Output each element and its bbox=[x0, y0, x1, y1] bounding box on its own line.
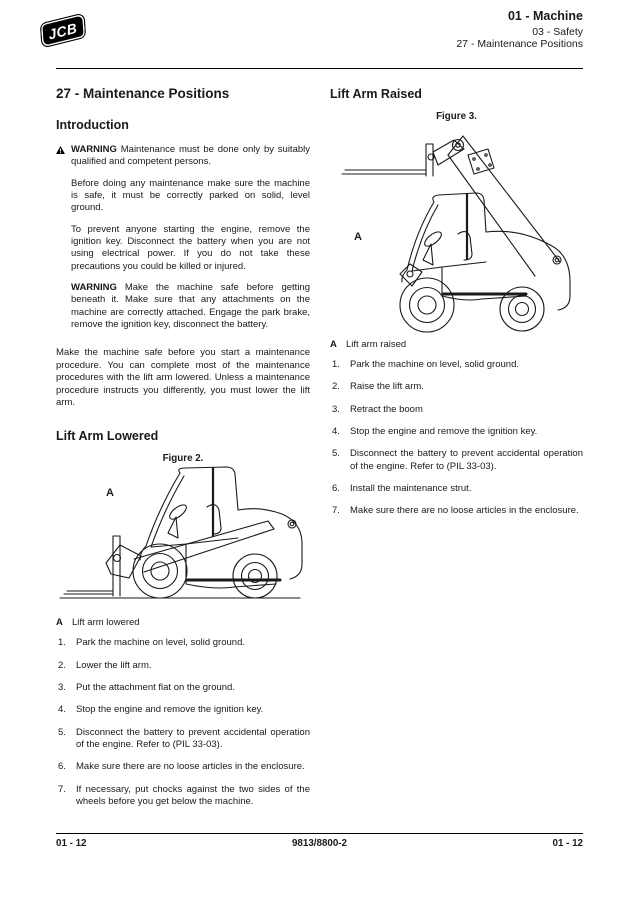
page-body bbox=[56, 86, 583, 818]
step-item bbox=[56, 682, 310, 694]
page-header bbox=[0, 0, 639, 70]
step-text: If necessary, put chocks against the two sides of the wheels before you get below the machine. bbox=[76, 783, 310, 807]
breadcrumb-section: 03 - Safety bbox=[532, 25, 583, 38]
figure3-label-a: A bbox=[354, 231, 362, 243]
figure2-key-text: Lift arm lowered bbox=[72, 617, 140, 629]
figure2-key-letter: A bbox=[56, 617, 63, 629]
step-item bbox=[330, 359, 583, 371]
figure2-label-a: A bbox=[106, 487, 114, 500]
step-text: Lower the lift arm. bbox=[76, 659, 152, 671]
step-number: 5. bbox=[58, 726, 66, 738]
step-item bbox=[330, 426, 583, 438]
warning-paragraph-3 bbox=[56, 224, 310, 273]
footer-divider bbox=[56, 833, 583, 834]
step-text: Disconnect the battery to prevent accidental operation of the engine. Refer to (PIL 33-03). bbox=[350, 448, 583, 472]
step-text: Retract the boom bbox=[350, 403, 423, 415]
step-number: 2. bbox=[332, 381, 340, 393]
step-number: 5. bbox=[332, 448, 340, 460]
figure3-caption: Figure 3. bbox=[436, 111, 477, 122]
page-footer bbox=[56, 838, 583, 849]
warning-paragraph-1 bbox=[56, 144, 310, 169]
breadcrumb-topic: 27 - Maintenance Positions bbox=[456, 38, 583, 51]
breadcrumb bbox=[456, 9, 583, 51]
step-number: 1. bbox=[58, 637, 66, 649]
footer-page-number-right: 01 - 12 bbox=[552, 838, 584, 849]
step-text: Raise the lift arm. bbox=[350, 381, 424, 393]
paragraph-text: To prevent anyone starting the engine, remove the ignition key. Disconnect the battery when you are not using electrical power. If you do not take these precautions you could be killed or injured. bbox=[71, 223, 310, 272]
step-item bbox=[330, 381, 583, 393]
step-item bbox=[56, 761, 310, 773]
step-text: Stop the engine and remove the ignition key. bbox=[350, 426, 538, 438]
step-item bbox=[330, 483, 583, 495]
step-item bbox=[330, 404, 583, 416]
warning-label: WARNING bbox=[71, 282, 117, 294]
step-number: 7. bbox=[332, 505, 340, 517]
warning-text: Maintenance must be done only by suitably qualified and competent persons. bbox=[71, 144, 311, 168]
paragraph-text: Make the machine safe before you start a maintenance procedure. You can complete most of the maintenance procedures with the lift arm lowered. Unless a maintenance procedure instructs you differently, you must lower the lift arm. bbox=[56, 347, 310, 408]
warning-triangle-icon bbox=[56, 146, 65, 154]
body-paragraph bbox=[56, 347, 310, 409]
figure3-illustration bbox=[330, 124, 595, 336]
raised-steps-list bbox=[330, 359, 583, 518]
step-item bbox=[330, 505, 583, 517]
jcb-logo-shape bbox=[40, 12, 86, 48]
figure3-key bbox=[330, 339, 583, 350]
header-divider bbox=[56, 68, 583, 69]
figure2-caption: Figure 2. bbox=[162, 453, 204, 465]
figure3-key-letter: A bbox=[330, 339, 337, 350]
step-text: Park the machine on level, solid ground. bbox=[76, 637, 245, 649]
step-item bbox=[56, 784, 310, 809]
figure3-key-text: Lift arm raised bbox=[346, 339, 407, 350]
step-number: 6. bbox=[332, 483, 340, 495]
step-item bbox=[56, 660, 310, 672]
warning-label: WARNING bbox=[71, 144, 117, 155]
step-number: 3. bbox=[332, 403, 340, 415]
introduction-heading: Introduction bbox=[56, 118, 129, 132]
step-number: 4. bbox=[332, 426, 340, 438]
figure2-illustration bbox=[56, 466, 308, 614]
section-title: 27 - Maintenance Positions bbox=[56, 86, 230, 101]
lowered-steps-list bbox=[56, 637, 310, 808]
left-column bbox=[56, 86, 310, 818]
warning-paragraph-2 bbox=[56, 178, 310, 215]
lift-arm-lowered-heading: Lift Arm Lowered bbox=[56, 429, 159, 444]
step-text: Put the attachment flat on the ground. bbox=[76, 681, 235, 693]
jcb-logo-text: JCB bbox=[47, 19, 79, 42]
step-text: Make sure there are no loose articles in the enclosure. bbox=[350, 505, 579, 517]
figure2-key bbox=[56, 617, 310, 628]
step-item bbox=[330, 448, 583, 473]
step-number: 6. bbox=[58, 761, 66, 773]
step-number: 7. bbox=[58, 783, 66, 795]
step-text: Install the maintenance strut. bbox=[350, 483, 472, 495]
warning-text: Make the machine safe before getting beneath it. Make sure that any attachments on the machine are correctly attached. Engage the park brake, remove the ignition key, disconnect the battery. bbox=[71, 282, 310, 331]
step-number: 4. bbox=[58, 704, 66, 716]
step-text: Stop the engine and remove the ignition key. bbox=[76, 704, 264, 716]
step-item bbox=[56, 704, 310, 716]
footer-document-number: 9813/8800-2 bbox=[291, 838, 348, 849]
step-item bbox=[56, 727, 310, 752]
step-text: Park the machine on level, solid ground. bbox=[350, 359, 519, 370]
step-text: Make sure there are no loose articles in the enclosure. bbox=[76, 761, 305, 773]
step-number: 1. bbox=[332, 359, 340, 370]
step-text: Disconnect the battery to prevent accidental operation of the engine. Refer to (PIL 33-03). bbox=[76, 726, 310, 750]
paragraph-text: Before doing any maintenance make sure the machine is safe, it must be correctly parked on solid, level ground. bbox=[71, 177, 310, 214]
warning-paragraph-4 bbox=[56, 282, 310, 331]
lift-arm-raised-heading: Lift Arm Raised bbox=[330, 87, 422, 101]
step-item bbox=[56, 637, 310, 649]
footer-page-number-left: 01 - 12 bbox=[56, 838, 87, 849]
step-number: 3. bbox=[58, 681, 66, 693]
breadcrumb-chapter: 01 - Machine bbox=[507, 9, 583, 23]
jcb-logo bbox=[36, 12, 94, 56]
right-column bbox=[330, 86, 583, 818]
step-number: 2. bbox=[58, 659, 66, 671]
